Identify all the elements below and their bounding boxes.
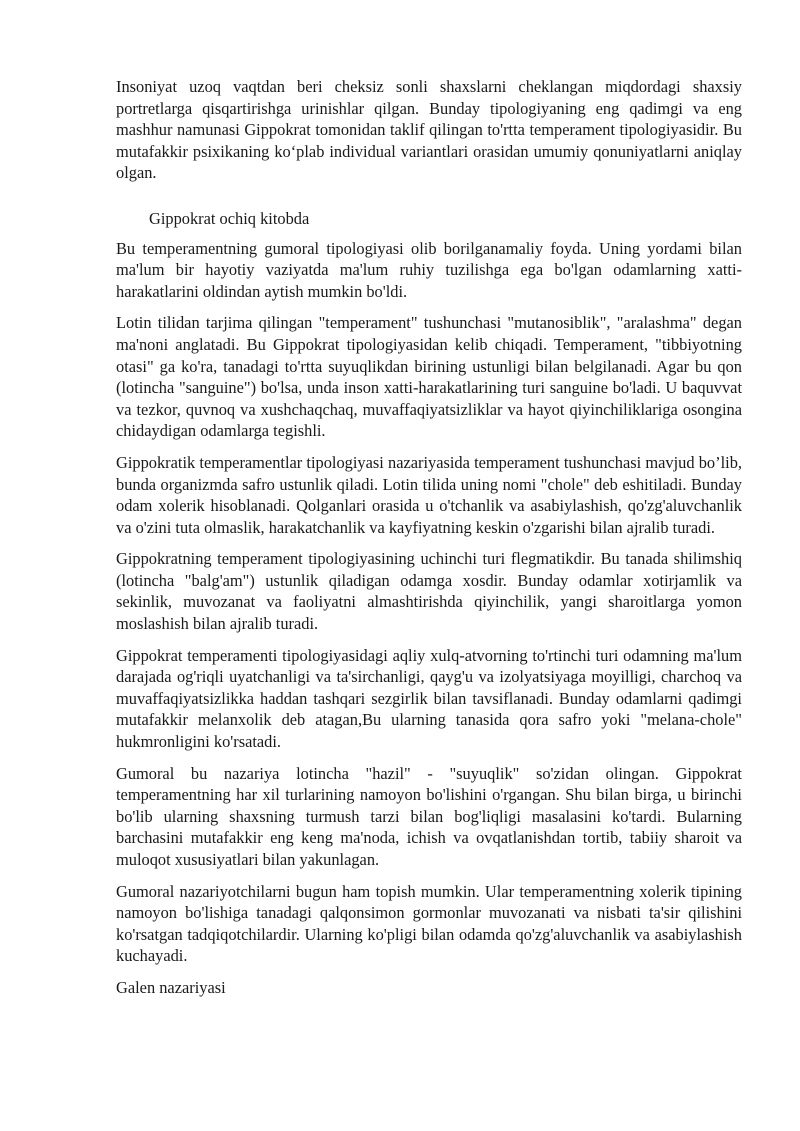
paragraph-humoral-typology: Bu temperamentning gumoral tipologiyasi olib borilganamaliy foyda. Uning yordami bilan ma'lum bir hayotiy vaziyatda ma'lum ruhiy tuzilishga ega bo'lgan odamlarning xatti-harakatlarini oldindan aytish mumkin bo'ldi. (116, 238, 742, 301)
final-heading: Galen nazariyasi (116, 977, 226, 997)
section-subheading: Gippokrat ochiq kitobda (149, 208, 310, 228)
paragraph-phlegmatic: Gippokratning temperament tipologiyasining uchinchi turi flegmatikdir. Bu tanada shilimshiq (lotincha "balg'am") ustunlik qiladigan odamga xosdir. Bunday odamlar xotirjamlik va sekinlik, muvozanat va faoliyatni almashtirishda qiyinchilik, yangi sharoitlarga yomon moslashish bilan ajralib turadi. (116, 549, 742, 634)
paragraph-modern-theorists: Gumoral nazariyotchilarni bugun ham topish mumkin. Ular temperamentning xolerik tipining namoyon bo'lishiga tanadagi qalqonsimon gormonlar muvozanati va nisbati ta'sir qilishini ko'rsatgan tadqiqotchilardir. Ularning ko'pligi bilan odamda qo'zg'aluvchanlik va asabiylashish kuchayadi. (116, 881, 742, 966)
document-page (116, 76, 742, 999)
paragraph-temperament-definition: Lotin tilidan tarjima qilingan "temperament" tushunchasi "mutanosiblik", "aralashma" degan ma'noni anglatadi. Bu Gippokrat tipologiyasidan kelib chiqadi. Temperament, "tibbiyotning otasi" ga ko'ra, tanadagi to'rtta suyuqlikdan birining ustunligi bilan belgilanadi. Agar bu qon (lotincha "sanguine") bo'lsa, unda inson xatti-harakatlarining turi sanguine bo'ladi. U baquvvat va tezkor, quvnoq va xushchaqchaq, muvaffaqiyatsizliklar va hayot qiyinchiliklariga osongina chidaydigan odamlarga tegishli. (116, 313, 742, 441)
paragraph-choleric: Gippokratik temperamentlar tipologiyasi nazariyasida temperament tushunchasi mavjud bo’lib, bunda organizmda safro ustunlik qiladi. Lotin tilida uning nomi "chole" deb eshitiladi. Bunday odam xolerik hisoblanadi. Qolganlari orasida u o'tchanlik va asabiylashish, qo'zg'aluvchanlik va o'zini tuta olmaslik, harakatchanlik va kayfiyatning keskin o'zgarishi bilan ajralib turadi. (116, 452, 742, 537)
intro-paragraph: Insoniyat uzoq vaqtdan beri cheksiz sonli shaxslarni cheklangan miqdordagi shaxsiy portretlarga qisqartirishga urinishlar qilgan. Bunday tipologiyaning eng qadimgi va eng mashhur namunasi Gippokrat tomonidan taklif qilingan to'rtta temperament tipologiyasidir. Bu mutafakkir psixikaning koʻplab individual variantlari orasidan umumiy qonuniyatlarni aniqlay olgan. (116, 77, 742, 183)
paragraph-humoral-origin: Gumoral bu nazariya lotincha "hazil" - "suyuqlik" so'zidan olingan. Gippokrat temperamentning har xil turlarining namoyon bo'lishini o'rgangan. Shu bilan birga, u birinchi bo'lib ularning shaxsning turmush tarzi bilan bog'liqligi masalasini ko'tardi. Bularning barchasini mutafakkir eng keng ma'noda, ichish va ovqatlanishdan tortib, tabiiy sharoit va muloqot xususiyatlari bilan yakunlagan. (116, 763, 742, 869)
paragraph-melancholic: Gippokrat temperamenti tipologiyasidagi aqliy xulq-atvorning to'rtinchi turi odamning ma'lum darajada og'riqli uyatchanligi va ta'sirchanligi, qayg'u va izolyatsiyaga moyilligi, charchoq va muvaffaqiyatsizlikka haddan tashqari sezgirlik bilan tavsiflanadi. Bunday odamlarni qadimgi mutafakkir melanxolik deb atagan,Bu ularning tanasida qora safro yoki "melana-chole" hukmronligini ko'rsatadi. (116, 645, 742, 752)
